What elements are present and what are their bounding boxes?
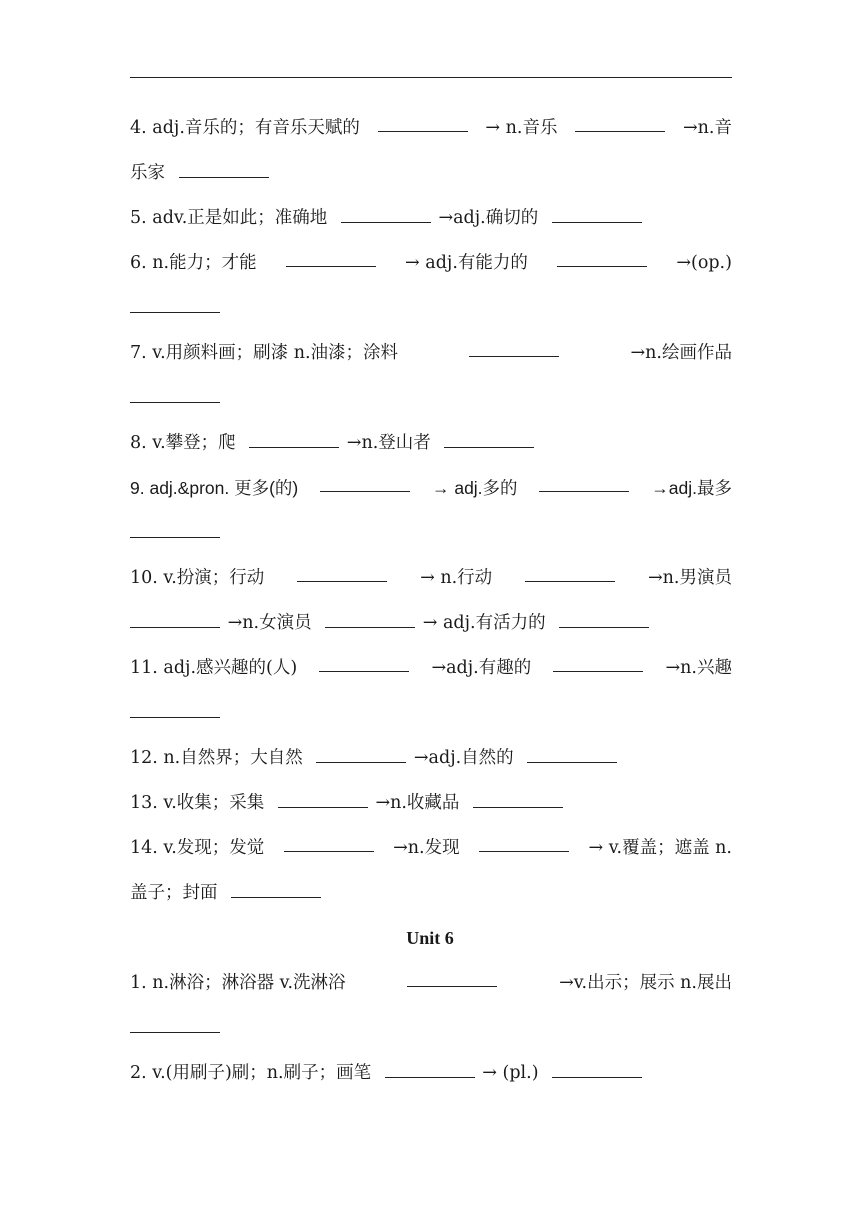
unit6-item-2-text: → (pl.)	[482, 1063, 539, 1083]
item-9-text: 9. adj.&pron. 更多(的)	[130, 478, 299, 498]
unit6-item-1-text: →v.出示；展示 n.展出	[559, 973, 732, 993]
answer-blank[interactable]	[297, 567, 387, 582]
item-9-text: → adj.多的	[431, 478, 518, 498]
item-10-text: → n.行动	[420, 568, 493, 588]
item-4-text: →n.音	[682, 118, 732, 138]
item-8-text: →n.登山者	[346, 433, 431, 453]
item-9	[130, 477, 732, 499]
answer-blank[interactable]	[249, 433, 339, 448]
item-7-text: 7. v.用颜料画；刷漆 n.油漆；涂料	[130, 343, 399, 363]
unit6-item-2-text: 2. v.(用刷子)刷；n.刷子；画笔	[130, 1063, 372, 1083]
header-rule	[130, 77, 732, 78]
answer-blank[interactable]	[130, 388, 220, 403]
answer-blank[interactable]	[525, 567, 615, 582]
item-4-text: 乐家	[130, 163, 165, 183]
item-14-cont	[130, 882, 732, 904]
item-10	[130, 567, 732, 589]
unit6-item-1-cont	[130, 1017, 732, 1039]
item-13-text: 13. v.收集；采集	[130, 793, 265, 813]
answer-blank[interactable]	[130, 1018, 220, 1033]
item-4-cont	[130, 162, 732, 184]
item-8	[130, 432, 732, 454]
item-6-cont	[130, 297, 732, 319]
item-11	[130, 657, 732, 679]
answer-blank[interactable]	[179, 163, 269, 178]
item-10-cont	[130, 612, 732, 634]
unit6-item-1	[130, 972, 732, 994]
item-4-text: 4. adj.音乐的；有音乐天赋的	[130, 118, 360, 138]
item-6-text: → adj.有能力的	[405, 253, 528, 273]
item-11-cont	[130, 702, 732, 724]
unit6-item-1-text: 1. n.淋浴；淋浴器 v.洗淋浴	[130, 973, 346, 993]
item-10-text: →n.男演员	[647, 568, 732, 588]
answer-blank[interactable]	[130, 613, 220, 628]
item-10-text: → adj.有活力的	[422, 613, 546, 633]
answer-blank[interactable]	[286, 252, 376, 267]
unit-heading: Unit 6	[406, 928, 454, 948]
answer-blank[interactable]	[325, 613, 415, 628]
answer-blank[interactable]	[539, 477, 629, 492]
answer-blank[interactable]	[479, 837, 569, 852]
item-4	[130, 117, 732, 139]
item-7	[130, 342, 732, 364]
item-11-text: →adj.有趣的	[431, 658, 532, 678]
item-14-text: 盖子；封面	[130, 883, 218, 903]
item-5-text: →adj.确切的	[438, 208, 539, 228]
item-4-text: → n.音乐	[485, 118, 558, 138]
item-13	[130, 792, 732, 814]
item-8-text: 8. v.攀登；爬	[130, 433, 236, 453]
answer-blank[interactable]	[552, 208, 642, 223]
answer-blank[interactable]	[575, 117, 665, 132]
item-11-text: →n.兴趣	[665, 658, 732, 678]
answer-blank[interactable]	[320, 477, 410, 492]
answer-blank[interactable]	[284, 837, 374, 852]
answer-blank[interactable]	[407, 972, 497, 987]
unit6-item-2	[130, 1062, 732, 1084]
answer-blank[interactable]	[552, 1063, 642, 1078]
item-12-text: →adj.自然的	[413, 748, 514, 768]
answer-blank[interactable]	[319, 657, 409, 672]
item-14-text: 14. v.发现；发觉	[130, 838, 265, 858]
item-14-text: →n.发现	[393, 838, 460, 858]
answer-blank[interactable]	[473, 793, 563, 808]
item-9-text: →adj.最多	[651, 478, 732, 498]
answer-blank[interactable]	[231, 883, 321, 898]
item-10-text: →n.女演员	[227, 613, 312, 633]
answer-blank[interactable]	[469, 342, 559, 357]
item-12	[130, 747, 732, 769]
answer-blank[interactable]	[553, 657, 643, 672]
item-10-text: 10. v.扮演；行动	[130, 568, 265, 588]
item-7-cont	[130, 387, 732, 409]
item-6	[130, 252, 732, 274]
item-14	[130, 837, 732, 859]
item-14-text: → v.覆盖；遮盖 n.	[588, 838, 732, 858]
answer-blank[interactable]	[278, 793, 368, 808]
item-11-text: 11. adj.感兴趣的(人)	[130, 658, 298, 678]
answer-blank[interactable]	[385, 1063, 475, 1078]
item-9-cont	[130, 522, 732, 544]
answer-blank[interactable]	[130, 703, 220, 718]
answer-blank[interactable]	[557, 252, 647, 267]
item-5-text: 5. adv.正是如此；准确地	[130, 208, 328, 228]
answer-blank[interactable]	[527, 748, 617, 763]
answer-blank[interactable]	[378, 117, 468, 132]
item-12-text: 12. n.自然界；大自然	[130, 748, 303, 768]
answer-blank[interactable]	[559, 613, 649, 628]
answer-blank[interactable]	[130, 523, 220, 538]
answer-blank[interactable]	[316, 748, 406, 763]
item-6-text: →(op.)	[676, 253, 732, 273]
item-7-text: →n.绘画作品	[630, 343, 732, 363]
item-13-text: →n.收藏品	[375, 793, 460, 813]
item-6-text: 6. n.能力；才能	[130, 253, 257, 273]
answer-blank[interactable]	[130, 298, 220, 313]
item-5	[130, 207, 732, 229]
answer-blank[interactable]	[341, 208, 431, 223]
answer-blank[interactable]	[444, 433, 534, 448]
